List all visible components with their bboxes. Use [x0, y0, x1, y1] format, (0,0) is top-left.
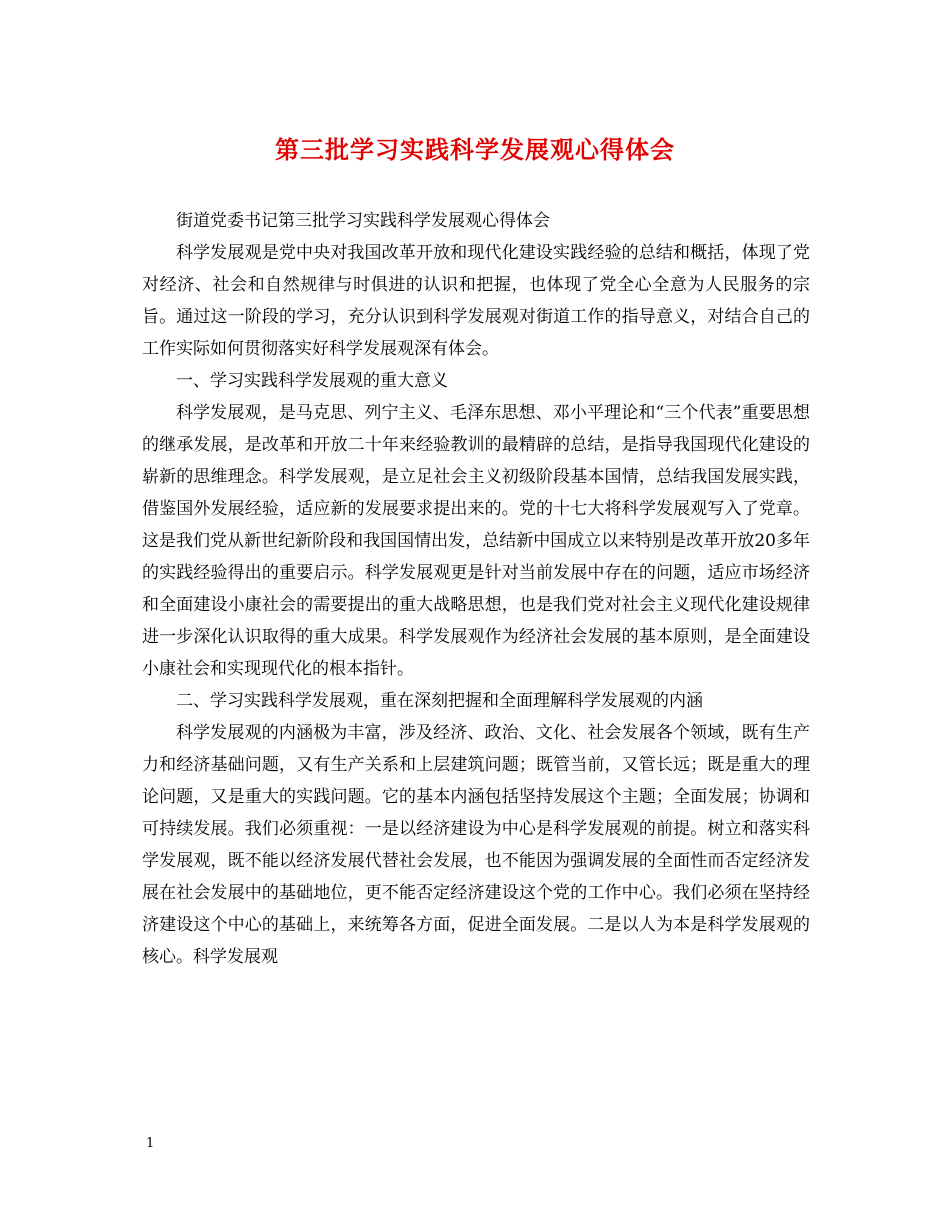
- paragraph-subtitle: 街道党委书记第三批学习实践科学发展观心得体会: [176, 211, 550, 231]
- page-number: 1: [146, 1136, 155, 1151]
- paragraph-intro: 科学发展观是党中央对我国改革开放和现代化建设实践经验的总结和概括，体现了党对经济、社会和自然规律与时俱进的认识和把握，也体现了党全心全意为人民服务的宗旨。通过这一阶段的学习，充分认识到科学发展观对街道工作的指导意义，对结合自己的工作实际如何贯彻落实好科学发展观深有体会。: [142, 243, 810, 359]
- paragraph-connotation: 科学发展观的内涵极为丰富，涉及经济、政治、文化、社会发展各个领域，既有生产力和经济基础问题，又有生产关系和上层建筑问题；既管当前，又管长远；既是重大的理论问题，又是重大的实践问题。它的基本内涵包括坚持发展这个主题；全面发展；协调和可持续发展。我们必须重视：一是以经济建设为中心是科学发展观的前提。树立和落实科学发展观，既不能以经济发展代替社会发展，也不能因为强调发展的全面性而否定经济发展在社会发展中的基础地位，更不能否定经济建设这个党的工作中心。我们必须在坚持经济建设这个中心的基础上，来统筹各方面，促进全面发展。二是以人为本是科学发展观的核心。科学发展观: [142, 723, 810, 967]
- section-heading-2: 二、学习实践科学发展观，重在深刻把握和全面理解科学发展观的内涵: [176, 691, 703, 711]
- document-body: [142, 205, 810, 973]
- page-title: 第三批学习实践科学发展观心得体会: [275, 135, 675, 164]
- paragraph-significance: 科学发展观，是马克思、列宁主义、毛泽东思想、邓小平理论和“三个代表”重要思想的继承发展，是改革和开放二十年来经验教训的最精辟的总结，是指导我国现代化建设的崭新的思维理念。科学发展观，是立足社会主义初级阶段基本国情，总结我国发展实践，借鉴国外发展经验，适应新的发展要求提出来的。党的十七大将科学发展观写入了党章。这是我们党从新世纪新阶段和我国国情出发，总结新中国成立以来特别是改革开放20多年的实践经验得出的重要启示。科学发展观更是针对当前发展中存在的问题，适应市场经济和全面建设小康社会的需要提出的重大战略思想，也是我们党对社会主义现代化建设规律进一步深化认识取得的重大成果。科学发展观作为经济社会发展的基本原则，是全面建设小康社会和实现现代化的根本指针。: [142, 403, 810, 679]
- section-heading-1: 一、学习实践科学发展观的重大意义: [176, 371, 448, 391]
